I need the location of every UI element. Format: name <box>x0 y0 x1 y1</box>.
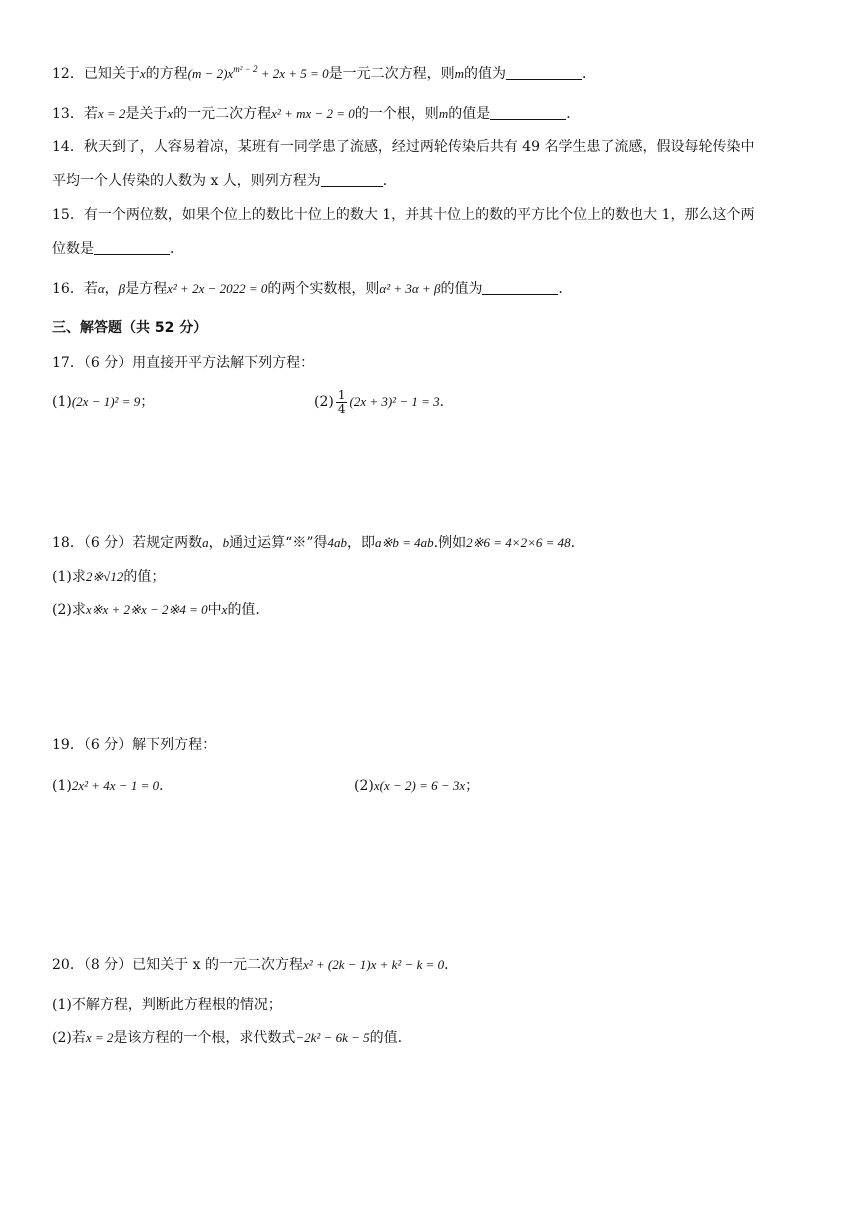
q12-var-m: m <box>454 66 464 81</box>
q20-expression: −2k² − 6k − 5 <box>295 1030 370 1045</box>
q13-mid2: 的一元二次方程 <box>173 106 272 122</box>
period: ． <box>170 241 184 257</box>
q17-eq1: (2x − 1)² = 9 <box>71 394 141 409</box>
q14-line2: 平均一个人传染的人数为 x 人，则列方程为 <box>52 173 321 189</box>
answer-blank[interactable] <box>482 280 558 295</box>
answer-blank[interactable] <box>506 65 582 80</box>
question-12 <box>52 64 596 84</box>
q20-p2-a: (2)若 <box>52 1030 86 1046</box>
semicolon: ； <box>465 778 480 794</box>
section-heading: 三、解答题（共 52 分） <box>52 320 208 336</box>
period: ． <box>444 957 459 973</box>
q20-p2-c: 的值. <box>369 1030 403 1046</box>
question-20-title <box>52 955 458 975</box>
question-17-title: 17．（6 分）用直接开平方法解下列方程： <box>52 355 315 371</box>
q13-suffix: 的一个根，则 <box>354 106 439 122</box>
q18-p2-b: 中 <box>207 602 222 618</box>
question-20-part2 <box>52 1028 402 1048</box>
part-label: (2) <box>354 778 374 794</box>
q16-prefix: 16．若 <box>52 281 98 297</box>
question-18-part1 <box>52 567 165 587</box>
part-label: (2) <box>314 394 334 410</box>
var-x: x <box>167 106 174 121</box>
var-x: x <box>221 602 228 617</box>
q13-var-m: m <box>438 106 449 121</box>
comma: ， <box>208 535 223 551</box>
var-beta: β <box>118 281 126 296</box>
question-18-part2 <box>52 600 260 620</box>
answer-blank[interactable] <box>490 105 566 120</box>
q15-line1: 15．有一个两位数，如果个位上的数比十位上的数大 1，并其十位上的数的平方比个位上的数也大 1，那么这个两 <box>52 207 755 223</box>
var-alpha: α <box>97 281 105 296</box>
question-15 <box>52 198 812 266</box>
q13-root: x = 2 <box>97 106 126 121</box>
fraction-one-quarter: $\frac{1}{4}$ <box>337 387 346 416</box>
q13-suffix2: 的值是 <box>448 106 491 122</box>
q18-result: 4ab <box>327 535 347 550</box>
q15-line2: 位数是 <box>52 241 94 257</box>
var-a: a <box>202 535 209 550</box>
q16-mid: 是方程 <box>125 281 168 297</box>
period: ． <box>566 106 581 122</box>
semicolon: ； <box>140 394 155 410</box>
q13-prefix: 13．若 <box>52 106 98 122</box>
q18-p2-expression: x※x + 2※x − 2※4 = 0 <box>85 602 208 617</box>
period: ． <box>382 173 397 189</box>
question-19-title: 19．（6 分）解下列方程： <box>52 737 217 753</box>
question-18-title <box>52 533 585 553</box>
question-16 <box>52 279 572 299</box>
answer-blank[interactable] <box>321 172 383 187</box>
question-17-part1 <box>52 392 154 412</box>
question-19-part2 <box>354 776 479 796</box>
q17-eq2: (2x + 3)² − 1 = 3 <box>349 394 440 409</box>
question-13 <box>52 104 580 124</box>
q20-root: x = 2 <box>85 1030 114 1045</box>
part-label: (1) <box>52 778 72 794</box>
q18-example: 2※6 = 4×2×6 = 48 <box>466 535 571 550</box>
q16-equation: x² + 2x − 2022 = 0 <box>167 281 268 296</box>
question-14 <box>52 130 812 198</box>
q14-line1: 14．秋天到了，人容易着凉，某班有一同学患了流感，经过两轮传染后共有 49 名学生患了流感，假设每轮传染中 <box>52 139 755 155</box>
period: ． <box>581 66 596 82</box>
q16-suffix: 的值为 <box>440 281 483 297</box>
q20-p2-b: 是该方程的一个根，求代数式 <box>113 1030 296 1046</box>
q18-title-d: .例如 <box>433 535 467 551</box>
q13-equation: x² + mx − 2 = 0 <box>271 106 355 121</box>
q20-title-a: 20．（8 分）已知关于 x 的一元二次方程 <box>52 957 303 973</box>
q12-suffix1: 是一元二次方程，则 <box>328 66 455 82</box>
period: ． <box>558 281 573 297</box>
period: ． <box>159 778 174 794</box>
q12-after-x: 的方程 <box>145 66 188 82</box>
comma: ， <box>104 281 119 297</box>
question-17-part2 <box>314 386 454 418</box>
q18-p1-a: (1)求 <box>52 569 86 585</box>
q18-p1-expression: 2※√12 <box>85 569 124 584</box>
question-19-part1 <box>52 776 173 796</box>
answer-blank[interactable] <box>94 240 170 255</box>
period: ． <box>439 394 454 410</box>
q18-title-c: ，即 <box>347 535 375 551</box>
var-x: x <box>139 66 146 81</box>
q18-definition: a※b = 4ab <box>375 535 434 550</box>
q18-title-b: 通过运算“※”得 <box>229 535 328 551</box>
q19-eq1: 2x² + 4x − 1 = 0 <box>71 778 160 793</box>
q12-equation: $(m - 2)x^{m^2 - 2} + 2x + 5 = 0$ <box>187 64 329 81</box>
q12-suffix2: 的值为 <box>463 66 506 82</box>
part-label: (1) <box>52 394 72 410</box>
q18-title-a: 18．（6 分）若规定两数 <box>52 535 203 551</box>
q20-equation: x² + (2k − 1)x + k² − k = 0 <box>302 957 445 972</box>
q16-mid2: 的两个实数根，则 <box>267 281 380 297</box>
q18-p1-b: 的值； <box>123 569 166 585</box>
period: ． <box>570 535 585 551</box>
q19-eq2: x(x − 2) = 6 − 3x <box>373 778 466 793</box>
q18-p2-c: 的值. <box>227 602 260 618</box>
q12-prefix: 12．已知关于 <box>52 66 140 82</box>
q18-p2-a: (2)求 <box>52 602 86 618</box>
var-b: b <box>222 535 230 550</box>
q13-mid: 是关于 <box>125 106 168 122</box>
q16-expression: α² + 3α + β <box>379 281 441 296</box>
question-20-part1: (1)不解方程，判断此方程根的情况； <box>52 997 282 1013</box>
